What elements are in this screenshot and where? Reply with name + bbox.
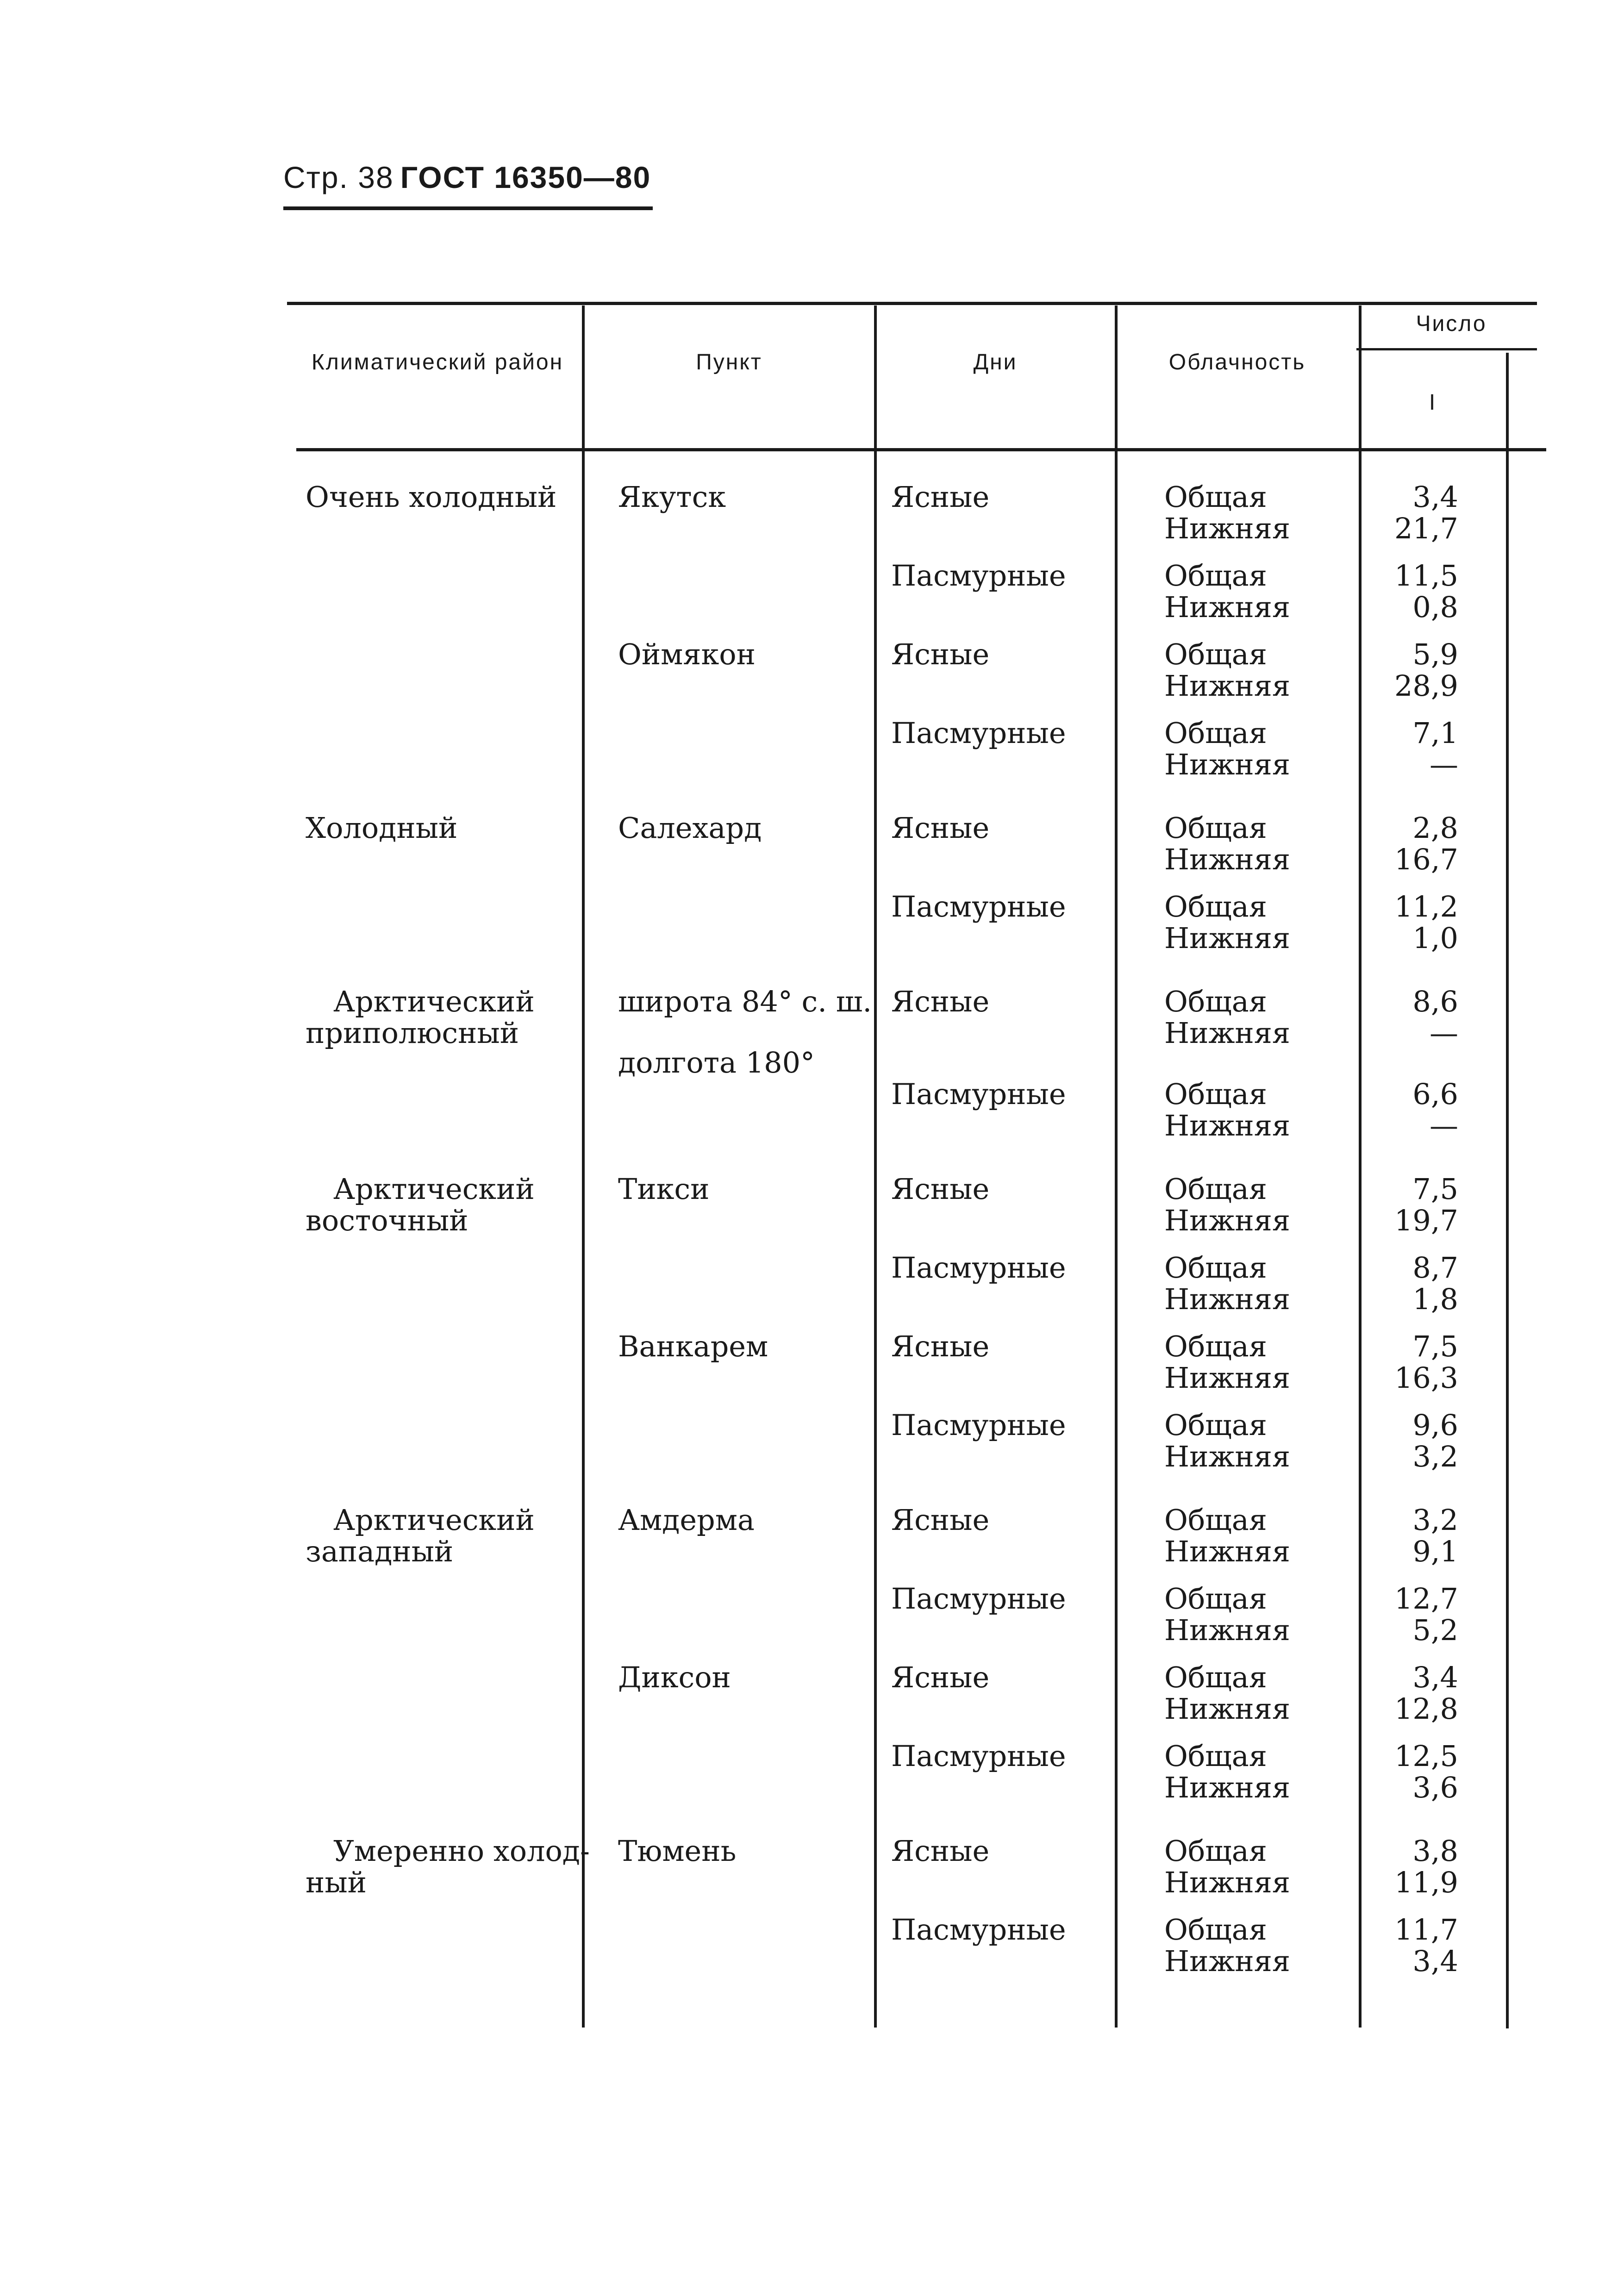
days-label: Пасмурные [891,1077,1066,1111]
value-cell: 3,2 [1412,1503,1458,1537]
cloudiness-label: Общая [1164,480,1267,514]
cloudiness-label: Нижняя [1164,921,1290,955]
region-label: Холодный [306,811,458,845]
value-cell: 5,9 [1412,637,1458,671]
days-label: Пасмурные [891,1408,1066,1442]
gost-title: ГОСТ 16350—80 [400,160,651,194]
days-label: Ясные [891,1172,990,1206]
column-divider-5 [1506,353,1509,2028]
cloudiness-label: Общая [1164,559,1267,593]
cloudiness-label: Нижняя [1164,512,1290,545]
days-label: Ясные [891,1329,990,1363]
point-label: Якутск [618,480,726,514]
region-label: приполюсный [306,1016,519,1050]
value-cell: 7,5 [1412,1172,1458,1206]
days-label: Ясные [891,811,990,845]
cloudiness-label: Общая [1164,1251,1267,1285]
cloudiness-label: Общая [1164,811,1267,845]
value-cell: 28,9 [1394,669,1458,703]
value-cell: 9,6 [1412,1408,1458,1442]
value-cell: 9,1 [1412,1535,1458,1568]
days-label: Пасмурные [891,890,1066,923]
value-cell: — [1430,1109,1458,1142]
days-label: Пасмурные [891,1582,1066,1616]
value-cell: 12,8 [1394,1692,1458,1726]
value-cell: 7,1 [1412,716,1458,750]
value-cell: 3,4 [1412,1660,1458,1694]
header-point: Пункт [696,350,762,374]
header-number: Число [1416,312,1487,336]
value-cell: 3,4 [1412,480,1458,514]
header-cloudiness: Облачность [1168,350,1306,374]
cloudiness-label: Общая [1164,1582,1267,1616]
cloudiness-label: Общая [1164,1913,1267,1947]
cloudiness-label: Нижняя [1164,1535,1290,1568]
value-cell: 19,7 [1394,1204,1458,1237]
point-label: широта 84° с. ш. [618,985,872,1018]
cloudiness-label: Общая [1164,1834,1267,1868]
value-cell: 8,6 [1412,985,1458,1018]
value-cell: 1,0 [1412,921,1458,955]
table-top-rule [287,302,1537,305]
value-cell: 12,5 [1394,1739,1458,1773]
cloudiness-label: Общая [1164,1503,1267,1537]
region-label: Арктический [333,1172,535,1206]
point-label: Ванкарем [618,1329,768,1363]
value-cell: 21,7 [1394,512,1458,545]
cloudiness-label: Общая [1164,637,1267,671]
days-label: Ясные [891,985,990,1018]
cloudiness-label: Нижняя [1164,1361,1290,1395]
region-label: ный [306,1866,367,1899]
page-number: Стр. 38 [283,160,394,194]
value-cell: 16,7 [1394,842,1458,876]
region-label: Арктический [333,985,535,1018]
cloudiness-label: Нижняя [1164,590,1290,624]
value-cell: 6,6 [1412,1077,1458,1111]
column-divider-3 [1115,306,1118,2028]
value-cell: 11,9 [1394,1866,1458,1899]
days-label: Ясные [891,1503,990,1537]
cloudiness-label: Общая [1164,1077,1267,1111]
page-header [283,160,651,195]
value-cell: 3,6 [1412,1771,1458,1804]
days-label: Ясные [891,480,990,514]
cloudiness-label: Нижняя [1164,748,1290,781]
point-label: Оймякон [618,637,756,671]
value-cell: 1,8 [1412,1282,1458,1316]
column-divider-1 [582,306,585,2028]
cloudiness-label: Нижняя [1164,1109,1290,1142]
cloudiness-label: Нижняя [1164,842,1290,876]
column-divider-2 [874,306,877,2028]
cloudiness-label: Нижняя [1164,669,1290,703]
region-label: западный [306,1535,454,1568]
cloudiness-label: Общая [1164,1660,1267,1694]
number-header-rule [1356,348,1537,350]
value-cell: 2,8 [1412,811,1458,845]
days-label: Пасмурные [891,1913,1066,1947]
days-label: Пасмурные [891,716,1066,750]
cloudiness-label: Нижняя [1164,1440,1290,1473]
days-label: Ясные [891,1834,990,1868]
value-cell: 3,4 [1412,1944,1458,1978]
region-label: Очень холодный [306,480,557,514]
value-cell: 16,3 [1394,1361,1458,1395]
cloudiness-label: Общая [1164,1172,1267,1206]
cloudiness-label: Нижняя [1164,1282,1290,1316]
cloudiness-label: Общая [1164,1739,1267,1773]
cloudiness-label: Общая [1164,716,1267,750]
header-days: Дни [973,350,1018,374]
cloudiness-label: Общая [1164,1329,1267,1363]
point-label: Салехард [618,811,762,845]
region-label: восточный [306,1204,468,1237]
region-label: Умеренно холод- [333,1834,590,1868]
cloudiness-label: Общая [1164,1408,1267,1442]
cloudiness-label: Нижняя [1164,1016,1290,1050]
cloudiness-label: Нижняя [1164,1944,1290,1978]
region-label: Арктический [333,1503,535,1537]
point-label: Амдерма [618,1503,755,1537]
value-cell: 11,2 [1394,890,1458,923]
days-label: Пасмурные [891,559,1066,593]
header-underline [283,206,653,210]
value-cell: 7,5 [1412,1329,1458,1363]
days-label: Ясные [891,637,990,671]
cloudiness-label: Общая [1164,985,1267,1018]
header-climatic-region: Климатический район [311,350,564,374]
value-cell: 5,2 [1412,1613,1458,1647]
cloudiness-label: Нижняя [1164,1613,1290,1647]
days-label: Пасмурные [891,1739,1066,1773]
header-month-i: I [1429,390,1437,415]
cloudiness-label: Нижняя [1164,1771,1290,1804]
cloudiness-label: Общая [1164,890,1267,923]
point-label: Тикси [618,1172,710,1206]
value-cell: 0,8 [1412,590,1458,624]
cloudiness-label: Нижняя [1164,1204,1290,1237]
days-label: Пасмурные [891,1251,1066,1285]
value-cell: 3,8 [1412,1834,1458,1868]
value-cell: 12,7 [1394,1582,1458,1616]
point-label: Диксон [618,1660,731,1694]
value-cell: 8,7 [1412,1251,1458,1285]
value-cell: — [1430,748,1458,781]
days-label: Ясные [891,1660,990,1694]
cloudiness-label: Нижняя [1164,1866,1290,1899]
value-cell: 11,7 [1394,1913,1458,1947]
point-label: Тюмень [618,1834,737,1868]
cloudiness-label: Нижняя [1164,1692,1290,1726]
value-cell: — [1430,1016,1458,1050]
point-label: долгота 180° [618,1046,815,1079]
value-cell: 11,5 [1394,559,1458,593]
value-cell: 3,2 [1412,1440,1458,1473]
